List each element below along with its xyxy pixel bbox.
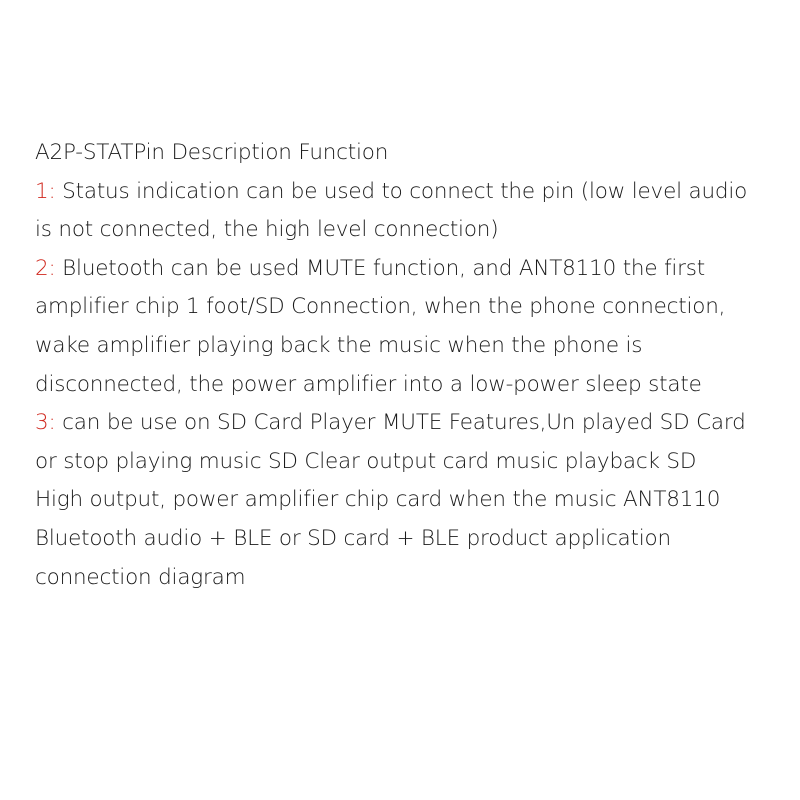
item-3-number: 3: <box>35 410 56 436</box>
item-3-line-4: Bluetooth audio + BLE or SD card + BLE product application <box>35 525 671 551</box>
item-1-number: 1: <box>35 178 56 204</box>
document-heading: A2P-STATPin Description Function <box>35 140 389 165</box>
document-body <box>35 134 785 597</box>
item-2-line-3: wake amplifier playing back the music when the phone is <box>35 332 643 358</box>
item-3-line-2: or stop playing music SD Clear output card music playback SD <box>35 448 697 474</box>
item-3-line-3: High output, power amplifier chip card when the music ANT8110 <box>35 487 721 513</box>
item-1-line-2: is not connected, the high level connection) <box>35 217 499 243</box>
item-2-number: 2: <box>35 255 56 281</box>
item-2-line-4: disconnected, the power amplifier into a low-power sleep state <box>35 371 702 397</box>
item-1-text-1: Status indication can be used to connect the pin (low level audio <box>55 178 748 204</box>
item-1-line-1 <box>35 173 785 212</box>
item-3-text-1: can be use on SD Card Player MUTE Features,Un played SD Card <box>55 410 746 436</box>
item-2-line-1 <box>35 250 785 289</box>
item-2-line-2: amplifier chip 1 foot/SD Connection, when the phone connection, <box>35 294 726 320</box>
item-2-text-1: Bluetooth can be used MUTE function, and ANT8110 the first <box>55 255 706 281</box>
item-3-line-1 <box>35 404 785 443</box>
item-3-line-5: connection diagram <box>35 564 246 590</box>
